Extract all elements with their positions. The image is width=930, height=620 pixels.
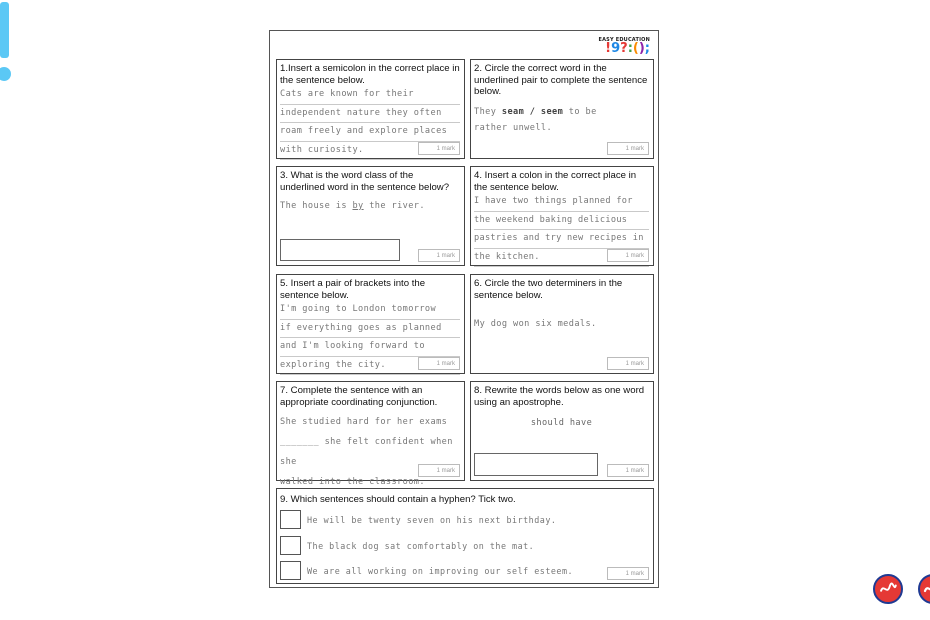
question-6-prompt: 6. Circle the two determiners in the sentence below. bbox=[474, 278, 623, 301]
question-1-box bbox=[276, 59, 465, 159]
mark-label: 1 mark bbox=[418, 357, 460, 370]
question-6-box bbox=[470, 274, 654, 374]
mark-label: 1 mark bbox=[418, 249, 460, 262]
sentence-line: and I'm looking forward to bbox=[280, 338, 460, 357]
option-sentence: He will be twenty seven on his next birthday. bbox=[307, 515, 557, 525]
question-7-box bbox=[276, 381, 465, 487]
sentence-text: They bbox=[474, 106, 502, 117]
sentence-line: pastries and try new recipes in bbox=[474, 230, 649, 249]
answer-box[interactable] bbox=[474, 453, 598, 476]
logo-glyph: ( bbox=[632, 41, 639, 56]
tick-checkbox[interactable] bbox=[280, 536, 301, 555]
logo-glyph: ! bbox=[605, 41, 612, 56]
mark-label: 1 mark bbox=[607, 249, 649, 262]
logo-brand-text: EASY EDUCATION bbox=[598, 37, 650, 43]
question-1-prompt: 1.Insert a semicolon in the correct place in the sentence below. bbox=[280, 63, 460, 86]
sentence-line: with curiosity. bbox=[280, 142, 460, 161]
sentence-text: to be bbox=[563, 106, 597, 117]
mark-label: 1 mark bbox=[607, 357, 649, 370]
sentence-line: I have two things planned for bbox=[474, 193, 649, 212]
question-9-box bbox=[276, 488, 654, 584]
sentence-line: I'm going to London tomorrow bbox=[280, 301, 460, 320]
scribble-badge-partial bbox=[918, 574, 930, 604]
question-7-sentence bbox=[280, 412, 460, 492]
scribble-badge-icon bbox=[918, 574, 930, 604]
option-sentence: The black dog sat comfortably on the mat. bbox=[307, 541, 535, 551]
tick-checkbox[interactable] bbox=[280, 510, 301, 529]
easy-education-logo bbox=[598, 37, 650, 55]
sentence-line: the weekend baking delicious bbox=[474, 212, 649, 231]
question-5-box bbox=[276, 274, 465, 374]
mark-label: 1 mark bbox=[418, 464, 460, 477]
question-2-box bbox=[470, 59, 654, 159]
mark-label: 1 mark bbox=[607, 142, 649, 155]
underlined-word: by bbox=[352, 201, 364, 211]
sentence-line[interactable]: _______ she felt confident when she bbox=[280, 437, 453, 467]
sentence-line: She studied hard for her exams bbox=[280, 417, 448, 427]
question-2-sentence bbox=[474, 104, 649, 136]
question-9-prompt: 9. Which sentences should contain a hyphen? Tick two. bbox=[280, 494, 516, 505]
question-3-box bbox=[276, 166, 465, 266]
logo-glyph: ; bbox=[644, 41, 650, 56]
sentence-line: independent nature they often bbox=[280, 105, 460, 124]
sentence-line: roam freely and explore places bbox=[280, 123, 460, 142]
mark-label: 1 mark bbox=[607, 464, 649, 477]
question-3-sentence: The house is by the river. bbox=[280, 201, 425, 211]
question-7-prompt: 7. Complete the sentence with an appropriate coordinating conjunction. bbox=[280, 385, 438, 408]
sentence-line: Cats are known for their bbox=[280, 86, 460, 105]
question-8-box bbox=[470, 381, 654, 481]
exclamation-decoration-icon bbox=[0, 0, 14, 86]
sentence-line: the kitchen. bbox=[474, 249, 649, 268]
tick-checkbox[interactable] bbox=[280, 561, 301, 580]
question-6-sentence[interactable]: My dog won six medals. bbox=[474, 319, 597, 329]
sentence-line: if everything goes as planned bbox=[280, 320, 460, 339]
sentence-line: walked into the classroom. bbox=[280, 477, 425, 487]
logo-glyph: : bbox=[627, 41, 633, 56]
option-sentence: We are all working on improving our self esteem. bbox=[307, 566, 574, 576]
question-3-prompt: 3. What is the word class of the underlined word in the sentence below? bbox=[280, 170, 450, 193]
sentence-text: rather unwell. bbox=[474, 122, 553, 133]
scribble-badge-icon[interactable] bbox=[873, 574, 903, 604]
question-2-prompt: 2. Circle the correct word in the underlined pair to complete the sentence below. bbox=[474, 63, 648, 97]
mark-label: 1 mark bbox=[418, 142, 460, 155]
words-to-contract: should have bbox=[530, 418, 593, 428]
logo-punctuation-glyphs bbox=[598, 43, 650, 55]
logo-glyph: 9 bbox=[611, 41, 621, 56]
sentence-line: exploring the city. bbox=[280, 357, 460, 376]
mark-label: 1 mark bbox=[607, 567, 649, 580]
question-5-prompt: 5. Insert a pair of brackets into the sentence below. bbox=[280, 278, 426, 301]
logo-glyph: ) bbox=[638, 41, 645, 56]
question-8-prompt: 8. Rewrite the words below as one word using an apostrophe. bbox=[474, 385, 645, 408]
word-choice-pair[interactable]: seam / seem bbox=[501, 106, 564, 117]
answer-box[interactable] bbox=[280, 239, 400, 261]
question-4-prompt: 4. Insert a colon in the correct place in the sentence below. bbox=[474, 170, 637, 193]
question-4-box bbox=[470, 166, 654, 266]
worksheet-page bbox=[269, 30, 659, 588]
logo-glyph: ? bbox=[620, 41, 628, 56]
